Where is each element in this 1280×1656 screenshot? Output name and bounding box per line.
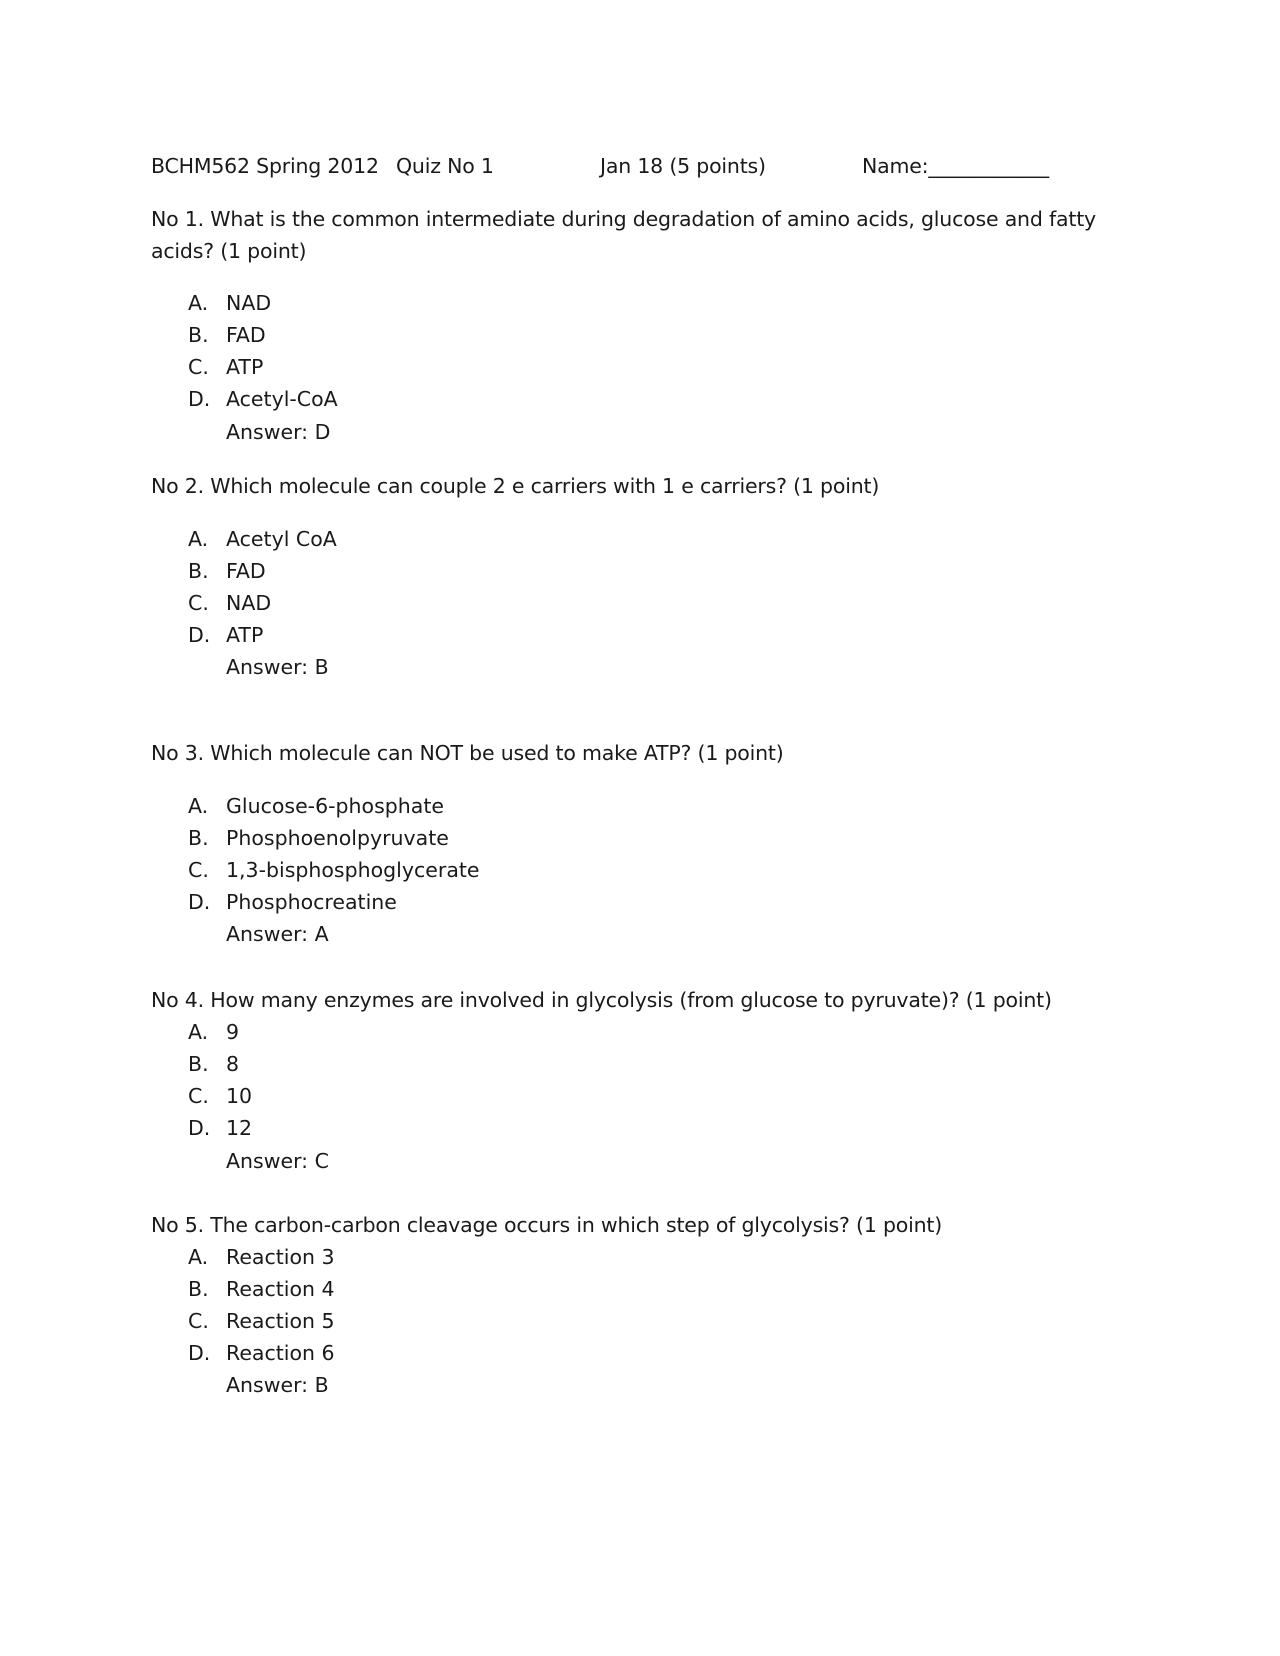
option-letter: B. bbox=[188, 1277, 209, 1301]
option-letter: A. bbox=[188, 527, 209, 551]
option-text: ATP bbox=[226, 355, 264, 379]
option-letter: B. bbox=[188, 559, 209, 583]
option-text: Acetyl-CoA bbox=[226, 387, 338, 411]
option-letter: D. bbox=[188, 890, 211, 914]
option-letter: C. bbox=[188, 1084, 209, 1108]
option-letter: A. bbox=[188, 1020, 209, 1044]
answer-1: Answer: D bbox=[226, 420, 331, 444]
option-letter: A. bbox=[188, 794, 209, 818]
answer-3: Answer: A bbox=[226, 922, 329, 946]
option-text: Glucose-6-phosphate bbox=[226, 794, 444, 818]
option-text: 10 bbox=[226, 1084, 253, 1108]
answer-4: Answer: C bbox=[226, 1149, 329, 1173]
option-letter: B. bbox=[188, 1052, 209, 1076]
quiz-date: Jan 18 (5 points) bbox=[600, 154, 766, 178]
option-letter: D. bbox=[188, 623, 211, 647]
option-letter: C. bbox=[188, 591, 209, 615]
answer-5: Answer: B bbox=[226, 1373, 329, 1397]
question-4-text: No 4. How many enzymes are involved in glycolysis (from glucose to pyruvate)? (1 point) bbox=[151, 988, 1052, 1012]
question-2-text: No 2. Which molecule can couple 2 e carriers with 1 e carriers? (1 point) bbox=[151, 474, 880, 498]
option-letter: C. bbox=[188, 1309, 209, 1333]
option-text: Phosphoenolpyruvate bbox=[226, 826, 449, 850]
option-letter: A. bbox=[188, 1245, 209, 1269]
course-title: BCHM562 Spring 2012 bbox=[151, 154, 379, 178]
option-text: Reaction 3 bbox=[226, 1245, 335, 1269]
question-1-text: No 1. What is the common intermediate during degradation of amino acids, glucose and fatty acids? (1 point) bbox=[151, 207, 1096, 263]
option-letter: C. bbox=[188, 858, 209, 882]
option-letter: B. bbox=[188, 323, 209, 347]
option-text: Phosphocreatine bbox=[226, 890, 397, 914]
option-text: NAD bbox=[226, 591, 272, 615]
option-text: 12 bbox=[226, 1116, 253, 1140]
option-text: 8 bbox=[226, 1052, 240, 1076]
option-letter: A. bbox=[188, 291, 209, 315]
option-text: Reaction 5 bbox=[226, 1309, 335, 1333]
option-text: Reaction 4 bbox=[226, 1277, 335, 1301]
answer-2: Answer: B bbox=[226, 655, 329, 679]
quiz-title: Quiz No 1 bbox=[396, 154, 494, 178]
question-5-text: No 5. The carbon-carbon cleavage occurs in which step of glycolysis? (1 point) bbox=[151, 1213, 943, 1237]
option-letter: B. bbox=[188, 826, 209, 850]
option-text: NAD bbox=[226, 291, 272, 315]
option-text: ATP bbox=[226, 623, 264, 647]
option-text: Acetyl CoA bbox=[226, 527, 337, 551]
question-3-text: No 3. Which molecule can NOT be used to make ATP? (1 point) bbox=[151, 741, 784, 765]
option-text: 1,3-bisphosphoglycerate bbox=[226, 858, 480, 882]
option-letter: C. bbox=[188, 355, 209, 379]
option-letter: D. bbox=[188, 1341, 211, 1365]
option-text: 9 bbox=[226, 1020, 240, 1044]
name-field: Name:____________ bbox=[862, 154, 1049, 178]
option-text: FAD bbox=[226, 559, 266, 583]
option-text: FAD bbox=[226, 323, 266, 347]
option-letter: D. bbox=[188, 1116, 211, 1140]
option-text: Reaction 6 bbox=[226, 1341, 335, 1365]
option-letter: D. bbox=[188, 387, 211, 411]
